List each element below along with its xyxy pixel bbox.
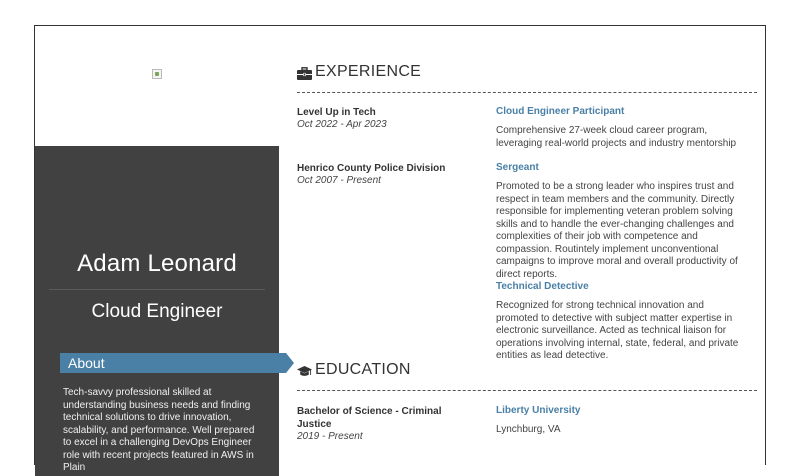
role-description: Promoted to be a strong leader who inspires trust and respect in team members and the community. Directly responsible for implementing veteran problem solving skills and to handle the ever-changing challenges and complexities of their job with competence and compassion. Routintely implement unconventional campaigns to improve moral and overall productivity of direct reports. [496,181,738,280]
job-dates-henrico: Oct 2007 - Present [297,175,381,186]
sidebar-photo-area [35,26,279,146]
role-description: Recognized for strong technical innovation and promoted to detective with subject matter expertise in electronic surveillance. Acted as technical liaison for operations involving internal, state, federal, and private entities as lead detective. [496,300,739,361]
job-org-henrico: Henrico County Police Division [297,163,446,174]
about-heading: About [60,353,286,373]
role-title-cloud-engineer-participant: Cloud Engineer Participant [496,106,625,117]
resume-page [34,25,766,473]
education-heading: EDUCATION [315,361,411,378]
experience-heading: EXPERIENCE [315,63,422,80]
avatar [152,69,162,79]
school-name: Liberty University [496,405,581,416]
role-title-sergeant: Sergeant [496,162,539,173]
experience-section-header [297,63,757,93]
role-description: Comprehensive 27-week cloud career program, leveraging real-world projects and industry mentorship [496,125,737,149]
profile-title: Cloud Engineer [91,301,223,322]
profile-name: Adam Leonard [77,250,237,277]
briefcase-icon [297,67,312,80]
sidebar [35,146,279,476]
name-divider [49,289,265,290]
degree-name: Bachelor of Science - Criminal Justice [297,406,442,430]
graduation-cap-icon [297,365,312,378]
job-org-level-up: Level Up in Tech [297,107,376,118]
degree-dates: 2019 - Present [297,431,363,442]
education-section-header [297,361,757,391]
about-text: Tech-savvy professional skilled at understanding business needs and finding technical solutions to drive innovation, scalability, and performance. Well prepared to excel in a challenging DevOps Engineer role with recent projects featured in AWS in Plain [63,387,255,473]
role-title-technical-detective: Technical Detective [496,281,589,292]
job-dates-level-up: Oct 2022 - Apr 2023 [297,119,387,130]
school-location: Lynchburg, VA [496,424,561,435]
